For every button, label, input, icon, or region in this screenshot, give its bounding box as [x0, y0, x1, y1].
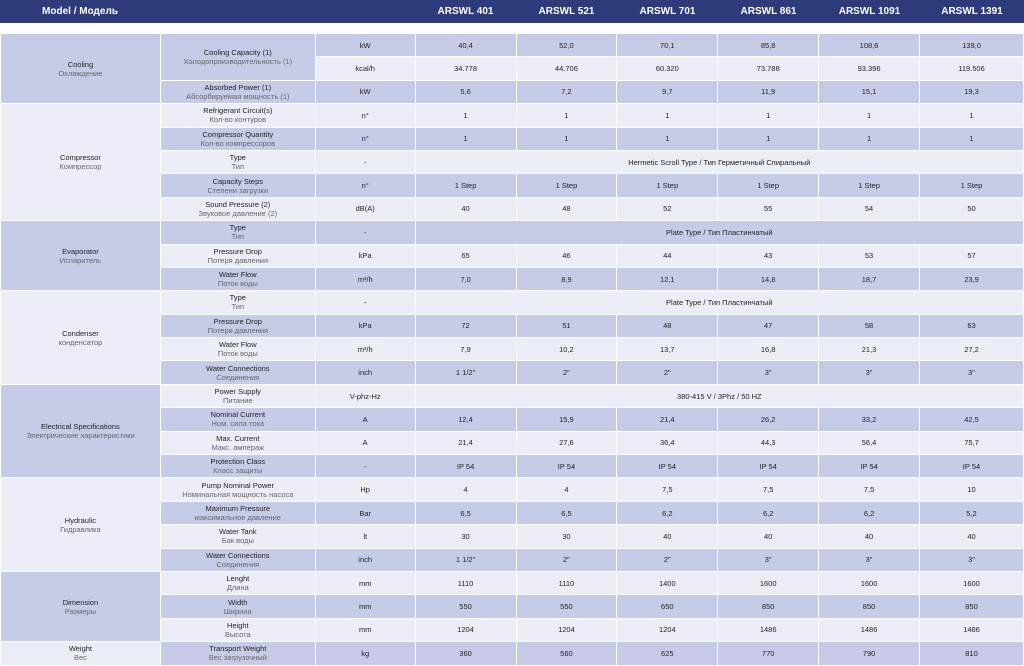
parameter-cell	[160, 384, 315, 407]
value-cell: 56,4	[819, 431, 920, 454]
value-cell: 53	[819, 244, 920, 267]
unit-cell: mm	[315, 595, 415, 618]
value-cell: 27,2	[920, 338, 1024, 361]
value-cell: 50	[920, 197, 1024, 220]
value-cell: 52	[617, 197, 718, 220]
parameter-cell	[160, 361, 315, 384]
value-cell: 93.396	[819, 57, 920, 80]
value-cell: 40	[617, 525, 718, 548]
value-cell: 33,2	[819, 408, 920, 431]
value-cell: IP 54	[819, 455, 920, 478]
value-cell: 1 1/2"	[415, 548, 516, 571]
value-cell: 1486	[718, 618, 819, 641]
value-cell: 1	[819, 104, 920, 127]
value-cell: 3"	[920, 361, 1024, 384]
value-cell: 70,1	[617, 34, 718, 57]
table-row	[1, 291, 1024, 314]
value-cell: 58	[819, 314, 920, 337]
parameter-cell	[160, 571, 315, 594]
parameter-name: Water Connections	[206, 550, 270, 560]
value-cell: 1	[920, 127, 1024, 150]
value-cell: 40	[415, 197, 516, 220]
value-cell: 108,6	[819, 34, 920, 57]
unit-cell: A	[315, 408, 415, 431]
value-cell: 1204	[415, 618, 516, 641]
parameter-name-ru: Потеря давления	[207, 325, 269, 335]
value-cell: 10,2	[516, 338, 617, 361]
parameter-name: Water Flow	[218, 340, 257, 350]
value-cell: 2"	[516, 361, 617, 384]
parameter-cell	[160, 174, 315, 197]
parameter-name-ru: максимальное давление	[194, 513, 281, 522]
value-cell: 850	[819, 595, 920, 618]
parameter-name: Type	[229, 293, 246, 303]
group-name: Electrical Specifications	[41, 422, 120, 432]
value-cell: IP 54	[415, 455, 516, 478]
model-header-2: ARSWL 701	[639, 6, 696, 17]
value-cell: 1	[718, 104, 819, 127]
value-cell: 15,1	[819, 80, 920, 103]
unit-cell: m³/h	[315, 267, 415, 290]
parameter-cell	[160, 197, 315, 220]
parameter-cell	[160, 80, 315, 103]
value-cell: 1	[516, 104, 617, 127]
unit-cell: lt	[315, 525, 415, 548]
table-row	[1, 642, 1024, 665]
value-cell: 1	[617, 104, 718, 127]
group-name: Hydraulic	[64, 515, 97, 525]
parameter-cell	[160, 127, 315, 150]
value-cell: 1 Step	[920, 174, 1024, 197]
parameter-cell	[160, 104, 315, 127]
parameter-name: Absorbed Power (1)	[204, 82, 272, 92]
parameter-cell	[160, 642, 315, 665]
table-row	[1, 221, 1024, 244]
value-cell: 21,3	[819, 338, 920, 361]
value-cell: 12,1	[617, 267, 718, 290]
parameter-name-ru: Питание	[222, 396, 253, 406]
value-cell: 44,3	[718, 431, 819, 454]
value-cell: 1486	[920, 618, 1024, 641]
model-header-0: ARSWL 401	[437, 6, 494, 17]
value-cell: 1	[516, 127, 617, 150]
value-cell: 44.706	[516, 57, 617, 80]
group-name: Weight	[68, 644, 93, 654]
value-cell: 13,7	[617, 338, 718, 361]
parameter-name: Transport Weight	[209, 644, 267, 654]
unit-cell: inch	[315, 548, 415, 571]
value-cell: 21,4	[617, 408, 718, 431]
parameter-name: Nominal Current	[210, 410, 266, 420]
value-cell: 52,0	[516, 34, 617, 57]
value-cell: 850	[718, 595, 819, 618]
parameter-cell	[160, 525, 315, 548]
value-cell: 30	[516, 525, 617, 548]
value-cell: 1110	[415, 571, 516, 594]
value-cell: 63	[920, 314, 1024, 337]
parameter-name: Maximum Pressure	[205, 504, 271, 513]
value-cell: 1 Step	[415, 174, 516, 197]
group-name-ru: Гидравлика	[60, 524, 101, 534]
value-cell: IP 54	[617, 455, 718, 478]
value-cell: 23,9	[920, 267, 1024, 290]
value-cell: 810	[920, 642, 1024, 665]
value-cell: 40	[819, 525, 920, 548]
value-cell: 1204	[617, 618, 718, 641]
group-name-ru: Испаритель	[59, 255, 102, 265]
model-header-5: ARSWL 1391	[941, 6, 1003, 17]
value-cell: 3"	[819, 548, 920, 571]
value-cell: 7,2	[516, 80, 617, 103]
group-name: Compressor	[60, 153, 101, 163]
parameter-name-ru: Поток воды	[217, 349, 258, 359]
group-label	[1, 478, 161, 572]
value-cell: 1 Step	[516, 174, 617, 197]
value-cell: 7,5	[617, 478, 718, 501]
table-row	[1, 104, 1024, 127]
parameter-name: Type	[229, 153, 246, 163]
parameter-cell	[160, 34, 315, 81]
parameter-name-ru: Соединения	[216, 559, 260, 569]
value-cell: 1486	[819, 618, 920, 641]
value-cell: 2"	[516, 548, 617, 571]
group-name: Cooling	[67, 59, 94, 69]
value-cell: 75,7	[920, 431, 1024, 454]
unit-cell: n°	[315, 127, 415, 150]
group-name-ru: Компрессор	[59, 162, 102, 172]
value-cell: 51	[516, 314, 617, 337]
value-cell: 34.778	[415, 57, 516, 80]
group-label	[1, 221, 161, 291]
unit-cell: -	[315, 150, 415, 173]
value-cell: 7,9	[415, 338, 516, 361]
parameter-name-ru: Вес загрузочный	[208, 653, 267, 663]
value-cell: 6,2	[617, 501, 718, 524]
value-cell: 15,9	[516, 408, 617, 431]
unit-cell: -	[315, 291, 415, 314]
value-cell: 48	[617, 314, 718, 337]
model-header-3: ARSWL 861	[740, 6, 797, 17]
unit-cell: -	[315, 455, 415, 478]
value-cell: 26,2	[718, 408, 819, 431]
parameter-name: Power Supply	[214, 387, 261, 397]
value-cell: 40	[920, 525, 1024, 548]
unit-cell: kg	[315, 642, 415, 665]
value-cell: IP 54	[516, 455, 617, 478]
parameter-name-ru: Кол-во компрессоров	[200, 138, 276, 148]
parameter-name-ru: Класс защиты	[213, 466, 263, 476]
table-row	[1, 34, 1024, 57]
parameter-name: Refrigerant Circuit(s)	[203, 106, 273, 116]
group-name: Dimension	[62, 597, 99, 607]
value-cell: 4	[516, 478, 617, 501]
unit-cell: mm	[315, 571, 415, 594]
unit-cell: kPa	[315, 314, 415, 337]
unit-cell: Hp	[315, 478, 415, 501]
value-cell: 3"	[718, 548, 819, 571]
parameter-name-ru: Холодопроизводительность (1)	[183, 56, 293, 66]
spec-table	[0, 33, 1024, 666]
value-cell: 46	[516, 244, 617, 267]
model-header-label: Model / Модель	[42, 6, 118, 17]
value-cell: 21,4	[415, 431, 516, 454]
value-cell: 1	[718, 127, 819, 150]
group-label	[1, 291, 161, 385]
value-cell: 73.788	[718, 57, 819, 80]
value-cell: 1204	[516, 618, 617, 641]
parameter-name-ru: Ном. сила тока	[211, 419, 265, 429]
parameter-name-ru: Высота	[224, 629, 251, 639]
value-cell: 48	[516, 197, 617, 220]
value-cell: 3"	[819, 361, 920, 384]
group-name: Evaporator	[62, 246, 99, 256]
value-cell: 10	[920, 478, 1024, 501]
value-cell: 36,4	[617, 431, 718, 454]
value-cell: 42,5	[920, 408, 1024, 431]
table-row	[1, 571, 1024, 594]
parameter-cell	[160, 408, 315, 431]
group-name-ru: Охлаждение	[58, 68, 103, 78]
parameter-name-ru: Макс. ампераж	[211, 442, 265, 452]
unit-cell: m³/h	[315, 338, 415, 361]
parameter-cell	[160, 244, 315, 267]
value-cell: 790	[819, 642, 920, 665]
value-cell: IP 54	[920, 455, 1024, 478]
parameter-cell	[160, 455, 315, 478]
parameter-cell	[160, 431, 315, 454]
value-cell: 47	[718, 314, 819, 337]
unit-cell: mm	[315, 618, 415, 641]
parameter-cell	[160, 595, 315, 618]
value-cell: 650	[617, 595, 718, 618]
value-cell: 5,6	[415, 80, 516, 103]
parameter-name-ru: Потеря давления	[207, 255, 269, 265]
value-cell: 1	[415, 127, 516, 150]
parameter-name-ru: Ширина	[223, 606, 252, 616]
value-cell: 30	[415, 525, 516, 548]
parameter-name: Water Flow	[218, 270, 257, 280]
value-cell: 1600	[819, 571, 920, 594]
parameter-name: Compressor Quantity	[202, 129, 274, 139]
parameter-name-ru: Поток воды	[217, 279, 258, 289]
value-cell: 44	[617, 244, 718, 267]
group-label	[1, 642, 161, 665]
value-cell: 14,8	[718, 267, 819, 290]
parameter-name-ru: Абсорбируемая мощность (1)	[186, 91, 290, 101]
parameter-name: Sound Pressure (2)	[205, 199, 271, 209]
group-label	[1, 104, 161, 221]
value-cell: 139,0	[920, 34, 1024, 57]
value-cell: 7,5	[718, 478, 819, 501]
value-cell: 54	[819, 197, 920, 220]
parameter-cell	[160, 150, 315, 173]
value-cell: 6,2	[718, 501, 819, 524]
parameter-cell	[160, 267, 315, 290]
value-cell: 55	[718, 197, 819, 220]
value-cell: 40	[718, 525, 819, 548]
value-cell: 27,6	[516, 431, 617, 454]
unit-cell: dB(A)	[315, 197, 415, 220]
table-row	[1, 478, 1024, 501]
parameter-name: Type	[229, 223, 246, 233]
parameter-name: Water Tank	[219, 527, 257, 537]
parameter-name-ru: Тип	[231, 162, 245, 172]
value-cell: 550	[516, 595, 617, 618]
parameter-name: Cooling Capacity (1)	[203, 47, 272, 57]
unit-cell: n°	[315, 174, 415, 197]
group-label	[1, 571, 161, 641]
table-row	[1, 384, 1024, 407]
value-cell: 65	[415, 244, 516, 267]
value-cell: 19,3	[920, 80, 1024, 103]
parameter-name: Pressure Drop	[213, 316, 262, 326]
group-name-ru: Размеры	[64, 606, 96, 616]
value-cell: 60.320	[617, 57, 718, 80]
parameter-name-ru: Звуковое давление (2)	[198, 208, 278, 218]
value-cell: 43	[718, 244, 819, 267]
value-cell: IP 54	[718, 455, 819, 478]
value-cell: 1 Step	[617, 174, 718, 197]
value-cell: 1110	[516, 571, 617, 594]
parameter-name-ru: Номинальная мощность насоса	[182, 489, 294, 499]
parameter-name: Lenght	[226, 574, 250, 584]
parameter-name-ru: Тип	[231, 302, 245, 312]
value-cell: 18,7	[819, 267, 920, 290]
value-cell: 6,5	[415, 501, 516, 524]
unit-cell: Bar	[315, 501, 415, 524]
value-cell: 1	[920, 104, 1024, 127]
value-cell: 1 Step	[819, 174, 920, 197]
value-cell: 2"	[617, 548, 718, 571]
group-name-ru: Электрические характеристики	[26, 431, 135, 441]
value-cell: 3"	[920, 548, 1024, 571]
parameter-name-ru: Соединения	[216, 372, 260, 382]
parameter-name-ru: Степени загрузки	[207, 185, 269, 195]
group-label	[1, 34, 161, 104]
parameter-cell	[160, 548, 315, 571]
spanning-value-cell: Plate Type / Тип Пластинчатый	[415, 221, 1023, 244]
value-cell: 40,4	[415, 34, 516, 57]
value-cell: 3"	[718, 361, 819, 384]
value-cell: 7,0	[415, 267, 516, 290]
unit-cell: kPa	[315, 244, 415, 267]
group-name: Condenser	[62, 328, 99, 338]
value-cell: 1600	[718, 571, 819, 594]
group-name-ru: Вес	[73, 653, 87, 663]
group-name-ru: конденсатор	[58, 337, 103, 347]
unit-cell: kcal/h	[315, 57, 415, 80]
value-cell: 360	[415, 642, 516, 665]
value-cell: 6,5	[516, 501, 617, 524]
parameter-cell	[160, 338, 315, 361]
value-cell: 770	[718, 642, 819, 665]
parameter-name: Width	[228, 597, 248, 607]
unit-cell: kW	[315, 80, 415, 103]
unit-cell: inch	[315, 361, 415, 384]
value-cell: 16,8	[718, 338, 819, 361]
unit-cell: V-phz-Hz	[315, 384, 415, 407]
unit-cell: A	[315, 431, 415, 454]
unit-cell: n°	[315, 104, 415, 127]
value-cell: 1	[415, 104, 516, 127]
parameter-name: Water Connections	[206, 363, 270, 373]
value-cell: 850	[920, 595, 1024, 618]
spanning-value-cell: 380-415 V / 3Phz / 50 HZ	[415, 384, 1023, 407]
model-header-4: ARSWL 1091	[838, 6, 901, 17]
value-cell: 1 Step	[718, 174, 819, 197]
value-cell: 12,4	[415, 408, 516, 431]
value-cell: 7,5	[819, 478, 920, 501]
parameter-name-ru: Бак воды	[221, 536, 254, 546]
value-cell: 550	[415, 595, 516, 618]
parameter-name-ru: Кол-во контуров	[209, 115, 267, 125]
value-cell: 9,7	[617, 80, 718, 103]
parameter-cell	[160, 618, 315, 641]
parameter-cell	[160, 501, 315, 524]
value-cell: 72	[415, 314, 516, 337]
model-header-1: ARSWL 521	[538, 6, 595, 17]
unit-cell: kW	[315, 34, 415, 57]
parameter-name: Protection Class	[210, 457, 266, 467]
parameter-cell	[160, 221, 315, 244]
parameter-name: Height	[226, 620, 249, 630]
value-cell: 6,2	[819, 501, 920, 524]
spanning-value-cell: Hermetic Scroll Type / Тип Герметичный Спиральный	[415, 150, 1023, 173]
value-cell: 560	[516, 642, 617, 665]
parameter-name: Max. Current	[216, 433, 260, 443]
value-cell: 119.506	[920, 57, 1024, 80]
value-cell: 5,2	[920, 501, 1024, 524]
group-label	[1, 384, 161, 478]
value-cell: 8,9	[516, 267, 617, 290]
value-cell: 1 1/2"	[415, 361, 516, 384]
unit-cell: -	[315, 221, 415, 244]
value-cell: 625	[617, 642, 718, 665]
parameter-cell	[160, 478, 315, 501]
value-cell: 11,9	[718, 80, 819, 103]
value-cell: 57	[920, 244, 1024, 267]
parameter-name: Capacity Steps	[212, 176, 264, 186]
parameter-cell	[160, 291, 315, 314]
value-cell: 1600	[920, 571, 1024, 594]
parameter-name: Pump Nominal Power	[201, 480, 275, 490]
parameter-name-ru: Длина	[226, 583, 249, 593]
value-cell: 1	[819, 127, 920, 150]
value-cell: 85,8	[718, 34, 819, 57]
parameter-cell	[160, 314, 315, 337]
value-cell: 1400	[617, 571, 718, 594]
value-cell: 2"	[617, 361, 718, 384]
parameter-name-ru: Тип	[231, 232, 245, 242]
parameter-name: Pressure Drop	[213, 246, 262, 256]
table-header-bar	[0, 0, 1024, 23]
value-cell: 4	[415, 478, 516, 501]
spanning-value-cell: Plate Type / Тип Пластинчатый	[415, 291, 1023, 314]
value-cell: 1	[617, 127, 718, 150]
